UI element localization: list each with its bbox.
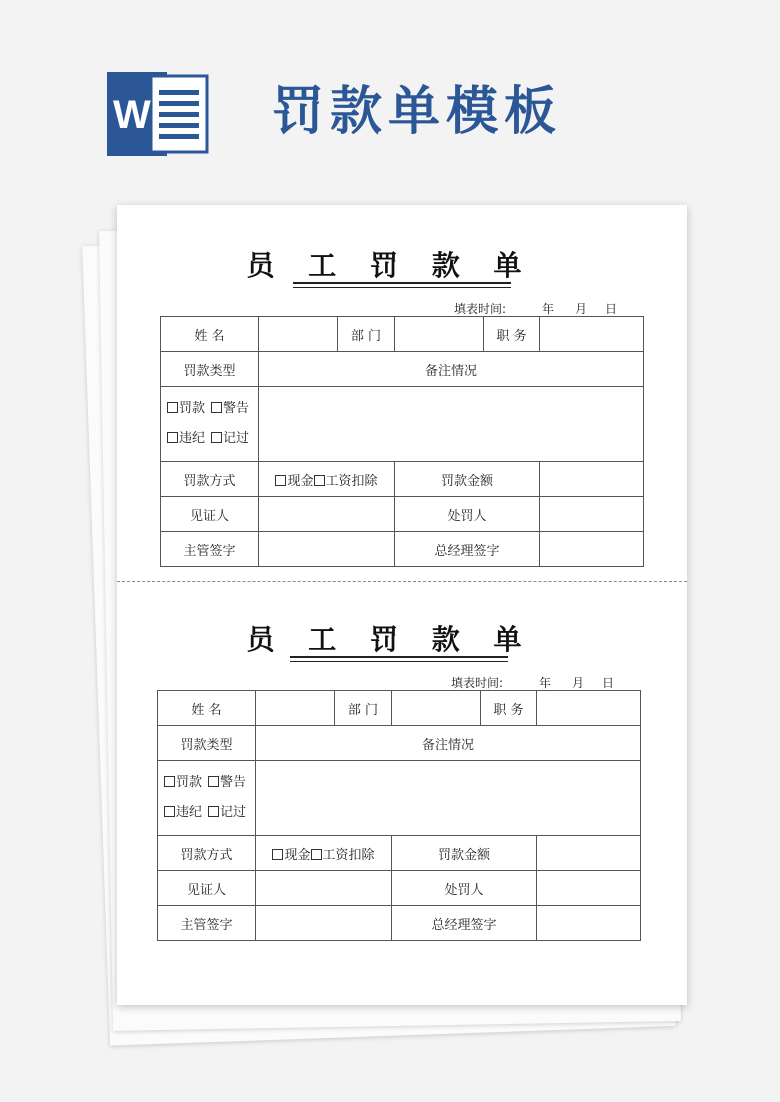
- position-field[interactable]: [537, 691, 641, 726]
- name-field[interactable]: [259, 317, 338, 352]
- supervisor-sign-label: 主管签字: [158, 906, 256, 941]
- violation-option[interactable]: 违纪: [164, 798, 202, 828]
- fine-method-label: 罚款方式: [161, 462, 259, 497]
- day-label: 日: [605, 302, 618, 316]
- date-label: 填表时间:: [451, 676, 504, 690]
- day-label: 日: [602, 676, 615, 690]
- date-label: 填表时间:: [454, 302, 507, 316]
- dept-label: 部 门: [335, 691, 392, 726]
- checkbox-icon: [314, 475, 325, 486]
- witness-field[interactable]: [256, 871, 392, 906]
- supervisor-sign-label: 主管签字: [161, 532, 259, 567]
- gm-sign-label: 总经理签字: [392, 906, 537, 941]
- fine-table: [160, 316, 644, 567]
- supervisor-sign-field[interactable]: [259, 532, 395, 567]
- supervisor-sign-field[interactable]: [256, 906, 392, 941]
- gm-sign-field[interactable]: [540, 532, 644, 567]
- title-underline: [290, 661, 508, 662]
- demerit-option[interactable]: 记过: [208, 798, 246, 828]
- name-label: 姓 名: [161, 317, 259, 352]
- witness-field[interactable]: [259, 497, 395, 532]
- checkbox-icon: [211, 432, 222, 443]
- checkbox-icon: [272, 849, 283, 860]
- fine-amount-label: 罚款金额: [395, 462, 540, 497]
- checkbox-icon: [275, 475, 286, 486]
- fine-amount-field[interactable]: [540, 462, 644, 497]
- cash-option[interactable]: 现金: [275, 474, 313, 489]
- warning-option[interactable]: 警告: [211, 394, 249, 424]
- gm-sign-label: 总经理签字: [395, 532, 540, 567]
- punisher-field[interactable]: [537, 871, 641, 906]
- witness-label: 见证人: [161, 497, 259, 532]
- dept-label: 部 门: [338, 317, 395, 352]
- cash-option[interactable]: 现金: [272, 848, 310, 863]
- form-title: 员 工 罚 款 单: [246, 249, 534, 282]
- payroll-option[interactable]: 工资扣除: [311, 848, 375, 863]
- fine-amount-label: 罚款金额: [392, 836, 537, 871]
- checkbox-icon: [167, 432, 178, 443]
- punisher-label: 处罚人: [392, 871, 537, 906]
- remark-label: 备注情况: [259, 352, 644, 387]
- fine-option[interactable]: 罚款: [164, 768, 202, 798]
- title-underline: [293, 282, 511, 284]
- page-title: 罚款单模板: [272, 82, 563, 142]
- checkbox-icon: [208, 776, 219, 787]
- punisher-label: 处罚人: [395, 497, 540, 532]
- cut-line: [117, 581, 687, 582]
- checkbox-icon: [167, 402, 178, 413]
- year-label: 年: [539, 676, 552, 690]
- fine-method-options: [259, 462, 395, 497]
- demerit-option[interactable]: 记过: [211, 424, 249, 454]
- fine-amount-field[interactable]: [537, 836, 641, 871]
- position-label: 职 务: [481, 691, 537, 726]
- form-title: 员 工 罚 款 单: [246, 623, 534, 656]
- name-label: 姓 名: [158, 691, 256, 726]
- checkbox-icon: [208, 806, 219, 817]
- fine-type-options: [158, 761, 256, 836]
- remark-field[interactable]: [259, 387, 644, 462]
- fine-method-options: [256, 836, 392, 871]
- fine-type-options: [161, 387, 259, 462]
- violation-option[interactable]: 违纪: [167, 424, 205, 454]
- word-document-icon: [107, 68, 211, 160]
- name-field[interactable]: [256, 691, 335, 726]
- fine-option[interactable]: 罚款: [167, 394, 205, 424]
- dept-field[interactable]: [395, 317, 484, 352]
- title-underline: [293, 287, 511, 288]
- year-label: 年: [542, 302, 555, 316]
- checkbox-icon: [164, 806, 175, 817]
- month-label: 月: [575, 302, 588, 316]
- word-logo-letter: W: [113, 93, 151, 137]
- title-underline: [290, 656, 508, 658]
- gm-sign-field[interactable]: [537, 906, 641, 941]
- fine-method-label: 罚款方式: [158, 836, 256, 871]
- month-label: 月: [572, 676, 585, 690]
- dept-field[interactable]: [392, 691, 481, 726]
- payroll-option[interactable]: 工资扣除: [314, 474, 378, 489]
- checkbox-icon: [311, 849, 322, 860]
- checkbox-icon: [211, 402, 222, 413]
- position-label: 职 务: [484, 317, 540, 352]
- fine-table: [157, 690, 641, 941]
- witness-label: 见证人: [158, 871, 256, 906]
- position-field[interactable]: [540, 317, 644, 352]
- header: [0, 0, 780, 200]
- fine-type-label: 罚款类型: [158, 726, 256, 761]
- remark-label: 备注情况: [256, 726, 641, 761]
- remark-field[interactable]: [256, 761, 641, 836]
- punisher-field[interactable]: [540, 497, 644, 532]
- fine-type-label: 罚款类型: [161, 352, 259, 387]
- checkbox-icon: [164, 776, 175, 787]
- warning-option[interactable]: 警告: [208, 768, 246, 798]
